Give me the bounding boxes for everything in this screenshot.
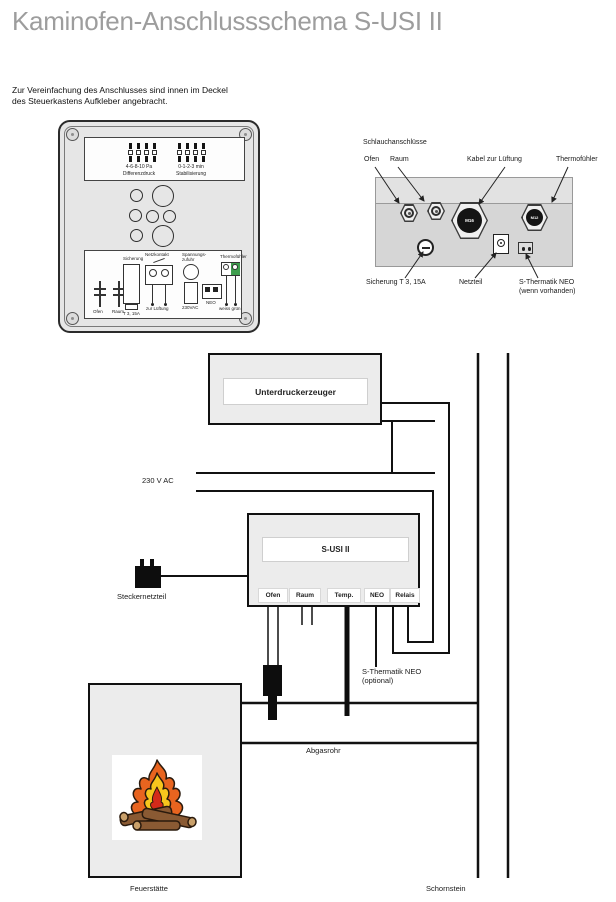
sticker-contact-wires-label: zur Lüftung (146, 306, 169, 311)
sticker-fuse-value: T 3, 15A (123, 311, 140, 316)
rear-panel-drawing (375, 177, 573, 267)
fuse-body-icon (123, 264, 140, 304)
dip-switch-sticker (84, 137, 245, 181)
psu-socket-icon (493, 234, 509, 254)
label-230vac: 230 V AC (142, 476, 174, 485)
screw-icon (66, 128, 79, 141)
label-sicherung: Sicherung T 3, 15A (366, 279, 426, 286)
port-relais: Relais (390, 588, 420, 603)
knockout-hole (163, 210, 176, 223)
dip-left-label: 4-6-8-10 Pa Differenzdruck (122, 164, 156, 177)
sticker-thermo-label: Thermofühler (220, 254, 247, 259)
label-feuerstaette: Feuerstätte (130, 884, 168, 893)
terminal-screw-icon (232, 264, 238, 270)
knockout-hole (130, 229, 143, 242)
unterdruckerzeuger-box (208, 353, 382, 425)
sticker-fuse-label: Sicherung (123, 256, 144, 261)
sticker-supply-value: 230VAC (182, 305, 199, 310)
wire (235, 276, 236, 303)
knockout-hole (152, 185, 174, 207)
neo-pin-icon (213, 287, 218, 292)
campfire-icon (112, 755, 202, 840)
label-abgasrohr: Abgasrohr (306, 746, 341, 755)
intro-text (12, 85, 228, 108)
label-schlauchanschluesse: Schlauchanschlüsse (363, 139, 427, 146)
label-schornstein: Schornstein (426, 884, 466, 893)
s-usi-label: S-USI II (262, 537, 409, 562)
fire-image (112, 755, 202, 840)
abgasrohr-lines (242, 703, 478, 743)
label-panel-raum: Raum (390, 156, 409, 163)
switch-symbol-icon (153, 258, 165, 263)
dip-switch-left-icon (128, 143, 157, 162)
ofen-hose-tip (268, 696, 277, 720)
terminal-screw-icon (223, 264, 229, 270)
port-neo: NEO (364, 588, 390, 603)
label-netzteil: Netzteil (459, 279, 483, 286)
knockout-hole (146, 210, 159, 223)
raum-hose-stubs (302, 607, 312, 625)
panel-lid-band (376, 178, 572, 204)
steckernetzteil-icon (135, 566, 161, 588)
port-raum: Raum (289, 588, 321, 603)
neo-pin-icon (205, 287, 210, 292)
sticker-neo-label: NEO (206, 300, 216, 305)
label-panel-ofen: Ofen (364, 156, 380, 163)
wire (165, 285, 166, 303)
supply-body-icon (184, 282, 198, 304)
knockout-hole (130, 189, 143, 202)
fuse-base-icon (125, 304, 138, 310)
port-temp: Temp. (327, 588, 361, 603)
terminal-screw-icon (161, 269, 169, 277)
hose-barb-icon (93, 281, 107, 307)
neo-terminal-icon (518, 242, 533, 254)
intro-line-1: Zur Vereinfachung des Anschlusses sind innen im Deckel (12, 85, 228, 95)
sticker-raum-label: Raum (112, 309, 125, 314)
label-steckernetzteil: Steckernetzteil (117, 592, 167, 601)
unterdruckerzeuger-label: Unterdruckerzeuger (223, 378, 368, 405)
ofen-hose-lines (268, 607, 278, 666)
fuse-holder-icon (417, 239, 434, 256)
knockout-hole (129, 209, 142, 222)
sticker-thermo-wires-label: weiss grün (219, 306, 241, 311)
knockout-hole (152, 225, 174, 247)
sticker-ofen-label: Ofen (93, 309, 103, 314)
thermo-gland-core: M12 (526, 209, 543, 226)
port-ofen: Ofen (258, 588, 288, 603)
label-s-thermatik-neo-optional: S-Thermatik NEO (optional) (362, 667, 422, 686)
wire (152, 285, 153, 303)
dip-right-label: 0-1-2-3 min Stabilisierung (175, 164, 207, 177)
label-thermofuehler: Thermofühler (556, 156, 598, 163)
terminal-screw-icon (149, 269, 157, 277)
ofen-hose-gland (263, 665, 282, 696)
control-box-drawing (58, 120, 260, 333)
sticker-contact-label: Netzkontakt (145, 252, 169, 257)
s-usi-box (247, 513, 420, 607)
sticker-supply-label: Spannungs- zufuhr (182, 252, 207, 262)
schornstein-lines (478, 353, 508, 878)
supply-plug-icon (183, 264, 199, 280)
cable-gland-core: M16 (457, 208, 482, 233)
label-s-thermatik-neo-panel: S-Thermatik NEO (wenn vorhanden) (519, 279, 576, 295)
wiring-sticker (84, 250, 247, 319)
intro-line-2: des Steuerkastens Aufkleber angebracht. (12, 96, 168, 107)
hose-nut-ofen-dot (408, 212, 411, 215)
page-title: Kaminofen-Anschlussschema S-USI II (12, 6, 443, 36)
dip-switch-right-icon (177, 143, 206, 162)
screw-icon (66, 312, 79, 325)
label-kabel-zur-lueftung: Kabel zur Lüftung (467, 156, 522, 163)
wire (226, 276, 227, 303)
hose-nut-raum-dot (435, 210, 438, 213)
